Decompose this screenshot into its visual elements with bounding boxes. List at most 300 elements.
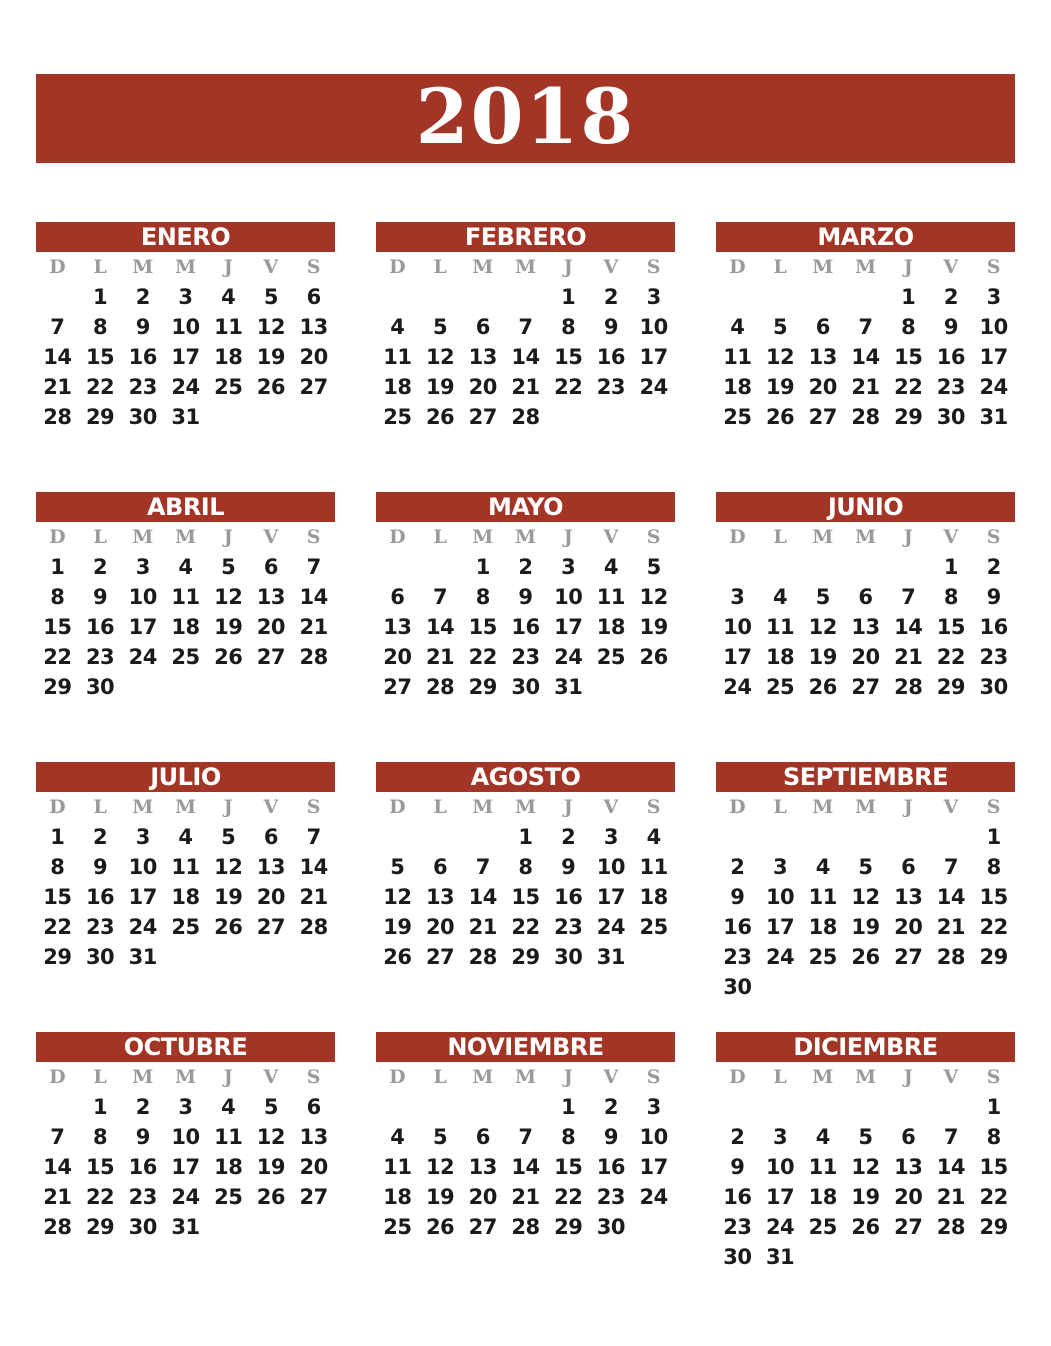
day-cell: 16 [936, 345, 966, 369]
day-cell: 11 [639, 855, 668, 879]
day-cell: 4 [221, 1095, 236, 1119]
day-cell: 27 [894, 945, 923, 969]
day-cell: 31 [979, 405, 1008, 429]
day-cell: 4 [390, 1125, 405, 1149]
day-cell: 27 [256, 645, 286, 669]
week-row [36, 612, 335, 642]
day-cell: 30 [979, 675, 1008, 699]
day-cell: 9 [135, 315, 150, 339]
day-cell: 29 [511, 945, 540, 969]
week-row [716, 942, 1015, 972]
day-cell: 1 [901, 285, 916, 309]
day-cell: 5 [858, 1125, 873, 1149]
day-cell: 21 [936, 1185, 966, 1209]
weekday-label: V [603, 256, 619, 278]
week-row [36, 1182, 335, 1212]
day-cell: 2 [93, 555, 108, 579]
day-cell: 18 [383, 375, 412, 399]
day-cell: 3 [178, 285, 193, 309]
day-cell: 16 [596, 345, 626, 369]
day-cell: 19 [425, 375, 455, 399]
day-cell: 12 [256, 315, 286, 339]
day-cell: 12 [256, 1125, 286, 1149]
day-cell: 13 [299, 315, 328, 339]
day-cell: 25 [723, 405, 752, 429]
day-cell: 12 [851, 885, 880, 909]
month-abril [36, 492, 335, 702]
day-cell: 15 [936, 615, 966, 639]
day-cell: 7 [433, 585, 448, 609]
day-cell: 8 [93, 315, 108, 339]
day-cell: 4 [646, 825, 661, 849]
weekday-label: J [563, 1066, 573, 1088]
day-cell: 22 [936, 645, 966, 669]
day-cell: 11 [723, 345, 752, 369]
week-row [716, 882, 1015, 912]
day-cell: 15 [554, 1155, 583, 1179]
day-cell: 25 [214, 1185, 243, 1209]
day-cell: 5 [390, 855, 405, 879]
day-cell: 11 [808, 1155, 837, 1179]
day-cell: 3 [561, 555, 576, 579]
day-cell: 8 [561, 1125, 576, 1149]
day-cell: 27 [383, 675, 412, 699]
day-cell: 6 [901, 855, 916, 879]
day-cell: 28 [43, 405, 72, 429]
day-cell: 5 [263, 1095, 278, 1119]
weekday-label: S [306, 526, 321, 548]
day-cell: 10 [765, 1155, 795, 1179]
day-cell: 16 [979, 615, 1008, 639]
week-row [716, 342, 1015, 372]
day-cell: 13 [425, 885, 455, 909]
day-cell: 29 [85, 1215, 115, 1239]
week-row [36, 672, 335, 702]
day-cell: 28 [936, 945, 966, 969]
day-cell: 4 [603, 555, 618, 579]
day-cell: 25 [639, 915, 668, 939]
day-cell: 30 [596, 1215, 626, 1239]
day-cell: 2 [603, 1095, 618, 1119]
day-cell: 9 [730, 1155, 745, 1179]
day-cell: 3 [603, 825, 618, 849]
day-cell: 10 [128, 585, 157, 609]
month-name: JUNIO [716, 492, 1015, 522]
day-cell: 6 [306, 285, 321, 309]
weekday-label: J [223, 796, 233, 818]
day-cell: 4 [390, 315, 405, 339]
day-cell: 5 [433, 315, 448, 339]
weekday-label: D [729, 256, 746, 278]
weekday-label: M [854, 256, 877, 278]
day-cell: 12 [425, 1155, 455, 1179]
day-cell: 5 [646, 555, 661, 579]
day-cell: 22 [894, 375, 923, 399]
day-cell: 11 [808, 885, 837, 909]
day-cell: 15 [43, 615, 72, 639]
week-row [36, 582, 335, 612]
day-cell: 31 [128, 945, 157, 969]
day-cell: 1 [50, 555, 65, 579]
day-cell: 28 [851, 405, 880, 429]
day-cell: 14 [894, 615, 923, 639]
week-row [716, 402, 1015, 432]
weekday-label: J [223, 1066, 233, 1088]
week-row [716, 1212, 1015, 1242]
day-cell: 18 [723, 375, 752, 399]
weekday-header-row [36, 792, 335, 822]
week-row [376, 1152, 675, 1182]
day-cell: 15 [85, 345, 115, 369]
week-row [716, 1152, 1015, 1182]
week-row [36, 342, 335, 372]
week-row [376, 852, 675, 882]
day-cell: 24 [554, 645, 583, 669]
week-row [716, 582, 1015, 612]
day-cell: 3 [178, 1095, 193, 1119]
week-row [36, 1122, 335, 1152]
week-row [716, 612, 1015, 642]
day-cell: 28 [299, 915, 328, 939]
weekday-label: L [773, 526, 787, 548]
weekday-label: S [986, 1066, 1001, 1088]
weekday-header-row [716, 1062, 1015, 1092]
day-cell: 17 [171, 345, 200, 369]
week-row [716, 1182, 1015, 1212]
day-cell: 10 [723, 615, 752, 639]
weekday-label: M [812, 1066, 834, 1088]
day-cell: 16 [596, 1155, 626, 1179]
weekday-label: M [132, 256, 154, 278]
day-cell: 24 [171, 1185, 200, 1209]
day-cell: 7 [50, 1125, 65, 1149]
day-cell: 18 [383, 1185, 412, 1209]
day-cell: 6 [475, 1125, 490, 1149]
day-cell: 20 [256, 885, 286, 909]
day-cell: 18 [214, 1155, 243, 1179]
day-cell: 24 [639, 1185, 668, 1209]
day-cell: 29 [85, 405, 115, 429]
day-cell: 14 [299, 585, 328, 609]
day-cell: 18 [171, 615, 200, 639]
day-cell: 26 [256, 1185, 286, 1209]
day-cell: 29 [43, 945, 72, 969]
day-cell: 17 [723, 645, 752, 669]
weekday-label: S [306, 1066, 321, 1088]
day-cell: 29 [979, 1215, 1008, 1239]
weekday-label: M [514, 256, 537, 278]
week-row [376, 942, 675, 972]
day-cell: 19 [639, 615, 668, 639]
day-cell: 2 [561, 825, 576, 849]
day-cell: 28 [511, 1215, 540, 1239]
week-row [376, 912, 675, 942]
day-cell: 10 [765, 885, 795, 909]
week-row [376, 582, 675, 612]
day-cell: 14 [425, 615, 455, 639]
day-cell: 21 [43, 1185, 72, 1209]
day-cell: 13 [808, 345, 837, 369]
day-cell: 23 [979, 645, 1008, 669]
day-cell: 26 [256, 375, 286, 399]
day-cell: 30 [85, 945, 115, 969]
day-cell: 20 [425, 915, 455, 939]
day-cell: 9 [561, 855, 576, 879]
day-cell: 21 [299, 885, 328, 909]
day-cell: 21 [299, 615, 328, 639]
day-cell: 1 [561, 1095, 576, 1119]
weekday-header-row [36, 522, 335, 552]
weekday-label: L [433, 526, 447, 548]
day-cell: 18 [639, 885, 668, 909]
weekday-label: L [433, 256, 447, 278]
week-row [376, 1212, 675, 1242]
weekday-label: M [174, 526, 197, 548]
day-cell: 19 [256, 1155, 286, 1179]
month-febrero [376, 222, 675, 432]
day-cell: 23 [128, 1185, 157, 1209]
day-cell: 30 [85, 675, 115, 699]
day-cell: 9 [93, 585, 108, 609]
day-cell: 28 [894, 675, 923, 699]
day-cell: 18 [214, 345, 243, 369]
month-marzo [716, 222, 1015, 432]
day-cell: 20 [468, 375, 497, 399]
day-cell: 23 [723, 945, 752, 969]
day-cell: 8 [901, 315, 916, 339]
day-cell: 21 [851, 375, 880, 399]
day-cell: 22 [85, 1185, 115, 1209]
weekday-label: J [903, 526, 913, 548]
year-banner [36, 71, 1015, 163]
day-cell: 28 [43, 1215, 72, 1239]
week-row [376, 402, 675, 432]
weekday-header-row [36, 1062, 335, 1092]
day-cell: 25 [765, 675, 795, 699]
week-row [36, 642, 335, 672]
day-cell: 17 [765, 915, 795, 939]
weekday-header-row [376, 792, 675, 822]
weekday-label: D [49, 1066, 66, 1088]
week-row [376, 372, 675, 402]
week-row [36, 1152, 335, 1182]
weekday-label: V [943, 526, 959, 548]
day-cell: 30 [723, 975, 752, 999]
day-cell: 24 [128, 645, 157, 669]
weekday-label: D [389, 796, 406, 818]
day-cell: 18 [596, 615, 626, 639]
day-cell: 15 [85, 1155, 115, 1179]
day-cell: 23 [596, 1185, 626, 1209]
day-cell: 1 [518, 825, 533, 849]
day-cell: 6 [263, 555, 278, 579]
day-cell: 18 [808, 915, 837, 939]
weekday-label: M [132, 796, 154, 818]
day-cell: 7 [943, 1125, 958, 1149]
day-cell: 19 [214, 885, 243, 909]
day-cell: 6 [263, 825, 278, 849]
day-cell: 26 [851, 1215, 880, 1239]
day-cell: 8 [943, 585, 958, 609]
day-cell: 30 [128, 405, 157, 429]
weekday-label: J [563, 526, 573, 548]
weekday-header-row [376, 252, 675, 282]
day-cell: 17 [128, 615, 157, 639]
weekday-label: V [263, 526, 279, 548]
day-cell: 17 [639, 345, 668, 369]
week-row [716, 672, 1015, 702]
week-row [36, 912, 335, 942]
weekday-header-row [36, 252, 335, 282]
week-row [376, 612, 675, 642]
day-cell: 31 [554, 675, 583, 699]
day-cell: 4 [730, 315, 745, 339]
day-cell: 21 [425, 645, 455, 669]
day-cell: 10 [979, 315, 1008, 339]
day-cell: 6 [815, 315, 830, 339]
day-cell: 2 [93, 825, 108, 849]
day-cell: 27 [299, 1185, 328, 1209]
day-cell: 8 [986, 855, 1001, 879]
week-row [36, 282, 335, 312]
weekday-label: S [646, 1066, 661, 1088]
week-row [36, 402, 335, 432]
week-row [36, 1092, 335, 1122]
day-cell: 19 [214, 615, 243, 639]
week-row [716, 822, 1015, 852]
day-cell: 26 [214, 645, 243, 669]
day-cell: 12 [425, 345, 455, 369]
week-row [716, 312, 1015, 342]
day-cell: 17 [596, 885, 626, 909]
weekday-label: M [174, 796, 197, 818]
month-septiembre [716, 762, 1015, 1002]
day-cell: 16 [85, 885, 115, 909]
week-row [716, 1242, 1015, 1272]
day-cell: 9 [518, 585, 533, 609]
day-cell: 12 [214, 855, 243, 879]
year-title: 2018 [415, 71, 636, 161]
day-cell: 24 [128, 915, 157, 939]
day-cell: 23 [85, 915, 115, 939]
day-cell: 15 [894, 345, 923, 369]
weekday-label: M [472, 256, 494, 278]
day-cell: 26 [425, 1215, 455, 1239]
day-cell: 8 [50, 855, 65, 879]
day-cell: 30 [128, 1215, 157, 1239]
day-cell: 7 [50, 315, 65, 339]
day-cell: 6 [390, 585, 405, 609]
week-row [376, 822, 675, 852]
month-name: SEPTIEMBRE [716, 762, 1015, 792]
weekday-label: S [646, 256, 661, 278]
month-octubre [36, 1032, 335, 1242]
day-cell: 13 [299, 1125, 328, 1149]
week-row [716, 372, 1015, 402]
weekday-label: M [132, 1066, 154, 1088]
day-cell: 11 [171, 855, 200, 879]
day-cell: 12 [765, 345, 795, 369]
day-cell: 19 [851, 1185, 880, 1209]
day-cell: 11 [383, 1155, 412, 1179]
day-cell: 13 [894, 885, 923, 909]
day-cell: 14 [936, 1155, 966, 1179]
week-row [36, 312, 335, 342]
day-cell: 20 [808, 375, 837, 399]
day-cell: 1 [50, 825, 65, 849]
weekday-label: M [514, 526, 537, 548]
day-cell: 15 [554, 345, 583, 369]
day-cell: 7 [518, 1125, 533, 1149]
weekday-label: L [93, 526, 107, 548]
day-cell: 12 [639, 585, 668, 609]
day-cell: 24 [765, 1215, 795, 1239]
day-cell: 26 [639, 645, 668, 669]
day-cell: 21 [936, 915, 966, 939]
weekday-label: S [306, 796, 321, 818]
day-cell: 27 [425, 945, 455, 969]
day-cell: 8 [561, 315, 576, 339]
day-cell: 3 [773, 855, 788, 879]
weekday-label: V [943, 1066, 959, 1088]
day-cell: 25 [808, 945, 837, 969]
day-cell: 16 [128, 1155, 157, 1179]
day-cell: 3 [730, 585, 745, 609]
day-cell: 19 [425, 1185, 455, 1209]
day-cell: 15 [468, 615, 497, 639]
day-cell: 24 [596, 915, 626, 939]
weekday-label: D [49, 256, 66, 278]
day-cell: 14 [936, 885, 966, 909]
day-cell: 14 [511, 1155, 540, 1179]
day-cell: 20 [299, 1155, 328, 1179]
day-cell: 28 [468, 945, 497, 969]
weekday-label: V [263, 796, 279, 818]
day-cell: 2 [135, 285, 150, 309]
day-cell: 18 [808, 1185, 837, 1209]
day-cell: 7 [306, 825, 321, 849]
weekday-label: M [472, 796, 494, 818]
day-cell: 27 [894, 1215, 923, 1239]
day-cell: 25 [171, 915, 200, 939]
day-cell: 2 [135, 1095, 150, 1119]
day-cell: 7 [306, 555, 321, 579]
weekday-label: M [854, 526, 877, 548]
day-cell: 18 [765, 645, 795, 669]
day-cell: 13 [256, 585, 286, 609]
month-name: DICIEMBRE [716, 1032, 1015, 1062]
weekday-label: J [563, 256, 573, 278]
day-cell: 19 [808, 645, 837, 669]
weekday-label: J [563, 796, 573, 818]
weekday-label: J [223, 526, 233, 548]
day-cell: 16 [723, 915, 752, 939]
week-row [376, 1122, 675, 1152]
weekday-label: L [93, 256, 107, 278]
weekday-label: S [306, 256, 321, 278]
day-cell: 13 [256, 855, 286, 879]
week-row [376, 672, 675, 702]
day-cell: 21 [511, 375, 540, 399]
day-cell: 8 [475, 585, 490, 609]
day-cell: 3 [986, 285, 1001, 309]
weekday-header-row [716, 792, 1015, 822]
day-cell: 5 [433, 1125, 448, 1149]
weekday-label: M [514, 1066, 537, 1088]
month-name: ABRIL [36, 492, 335, 522]
weekday-label: V [263, 256, 279, 278]
weekday-label: D [389, 1066, 406, 1088]
